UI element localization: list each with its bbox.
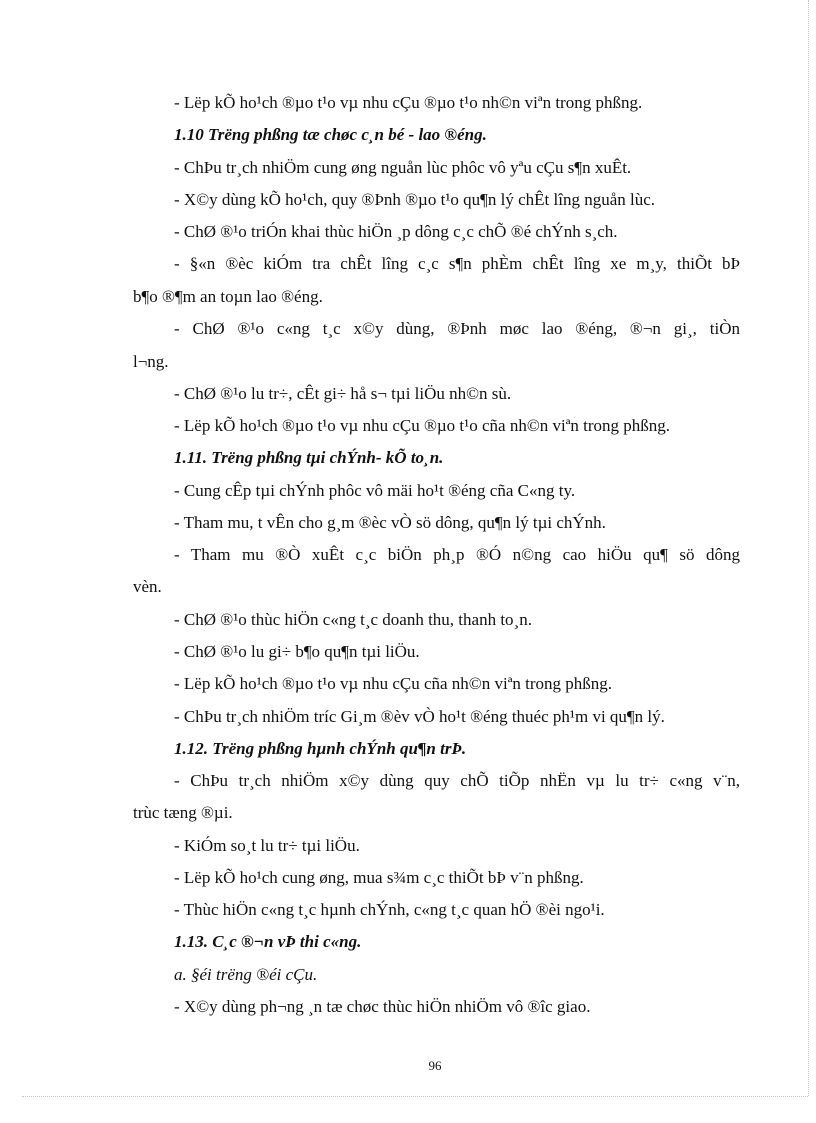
paragraph-line: vèn. xyxy=(133,577,162,596)
section-heading-1-10: 1.10 Trëng phßng tæ chøc c¸n bé - lao ®éng. xyxy=(174,125,487,144)
paragraph-line: - ChÞu tr¸ch nhiÖm cung øng nguån lùc phôc vô yªu cÇu s¶n xuÊt. xyxy=(174,158,632,177)
paragraph-line: - Lëp kÕ ho¹ch cung øng, mua s¾m c¸c thiÕt bÞ v¨n phßng. xyxy=(174,868,584,887)
paragraph-line: - Tham mu, t vÊn cho g¸m ®èc vÒ sö dông, qu¶n lý tµi chÝnh. xyxy=(174,513,606,532)
paragraph-line: - Lëp kÕ ho¹ch ®µo t¹o vµ nhu cÇu ®µo t¹o nh©n viªn trong phßng. xyxy=(174,93,643,112)
section-heading-1-11: 1.11. Trëng phßng tµi chÝnh- kÕ to¸n. xyxy=(174,448,444,467)
paragraph-line: - ChØ ®¹o lu tr÷, cÊt gi÷ hå s¬ tµi liÖu nh©n sù. xyxy=(174,384,512,403)
paragraph-line: - Cung cÊp tµi chÝnh phôc vô mäi ho¹t ®éng cña C«ng ty. xyxy=(174,481,576,500)
section-heading-1-13: 1.13. C¸c ®¬n vÞ thi c«ng. xyxy=(174,932,362,951)
paragraph-line: - Lëp kÕ ho¹ch ®µo t¹o vµ nhu cÇu ®µo t¹o cña nh©n viªn trong phßng. xyxy=(174,416,671,435)
paragraph-line: trùc tæng ®µi. xyxy=(133,803,233,822)
paragraph-line: - ChØ ®¹o lu gi÷ b¶o qu¶n tµi liÖu. xyxy=(174,642,420,661)
page-border-right xyxy=(808,0,809,1096)
paragraph-line: - ChÞu tr¸ch nhiÖm x©y dùng quy chÕ tiÕp nhËn vµ lu tr÷ c«ng v¨n, xyxy=(174,771,740,790)
paragraph-line: - ChØ ®¹o triÓn khai thùc hiÖn ¸p dông c¸c chÕ ®é chÝnh s¸ch. xyxy=(174,222,618,241)
paragraph-line: l¬ng. xyxy=(133,352,169,371)
paragraph-line: b¶o ®¶m an toµn lao ®éng. xyxy=(133,287,323,306)
paragraph-line: - ChØ ®¹o c«ng t¸c x©y dùng, ®Þnh møc lao ®éng, ®¬n gi¸, tiÒn xyxy=(174,319,740,338)
paragraph-line: - Thùc hiÖn c«ng t¸c hµnh chÝnh, c«ng t¸c quan hÖ ®èi ngo¹i. xyxy=(174,900,605,919)
subsection-heading-a: a. §éi trëng ®éi cÇu. xyxy=(174,965,318,984)
paragraph-line: - Tham mu ®Ò xuÊt c¸c biÖn ph¸p ®Ó n©ng cao hiÖu qu¶ sö dông xyxy=(174,545,740,564)
paragraph-line: - X©y dùng kÕ ho¹ch, quy ®Þnh ®µo t¹o qu¶n lý chÊt lîng nguån lùc. xyxy=(174,190,656,209)
page-number: 96 xyxy=(428,1058,442,1073)
section-heading-1-12: 1.12. Trëng phßng hµnh chÝnh qu¶n trÞ. xyxy=(174,739,467,758)
paragraph-line: - ChÞu tr¸ch nhiÖm tríc Gi¸m ®èv vÒ ho¹t ®éng thuéc ph¹m vi qu¶n lý. xyxy=(174,707,665,726)
paragraph-line: - ChØ ®¹o thùc hiÖn c«ng t¸c doanh thu, thanh to¸n. xyxy=(174,610,532,629)
paragraph-line: - §«n ®èc kiÓm tra chÊt lîng c¸c s¶n phÈm chÊt lîng xe m¸y, thiÕt bÞ xyxy=(174,254,740,273)
paragraph-line: - X©y dùng ph¬ng ¸n tæ chøc thùc hiÖn nhiÖm vô ®îc giao. xyxy=(174,997,591,1016)
page-border-bottom xyxy=(22,1096,808,1097)
paragraph-line: - Lëp kÕ ho¹ch ®µo t¹o vµ nhu cÇu cña nh©n viªn trong phßng. xyxy=(174,674,613,693)
paragraph-line: - KiÓm so¸t lu tr÷ tµi liÖu. xyxy=(174,836,360,855)
